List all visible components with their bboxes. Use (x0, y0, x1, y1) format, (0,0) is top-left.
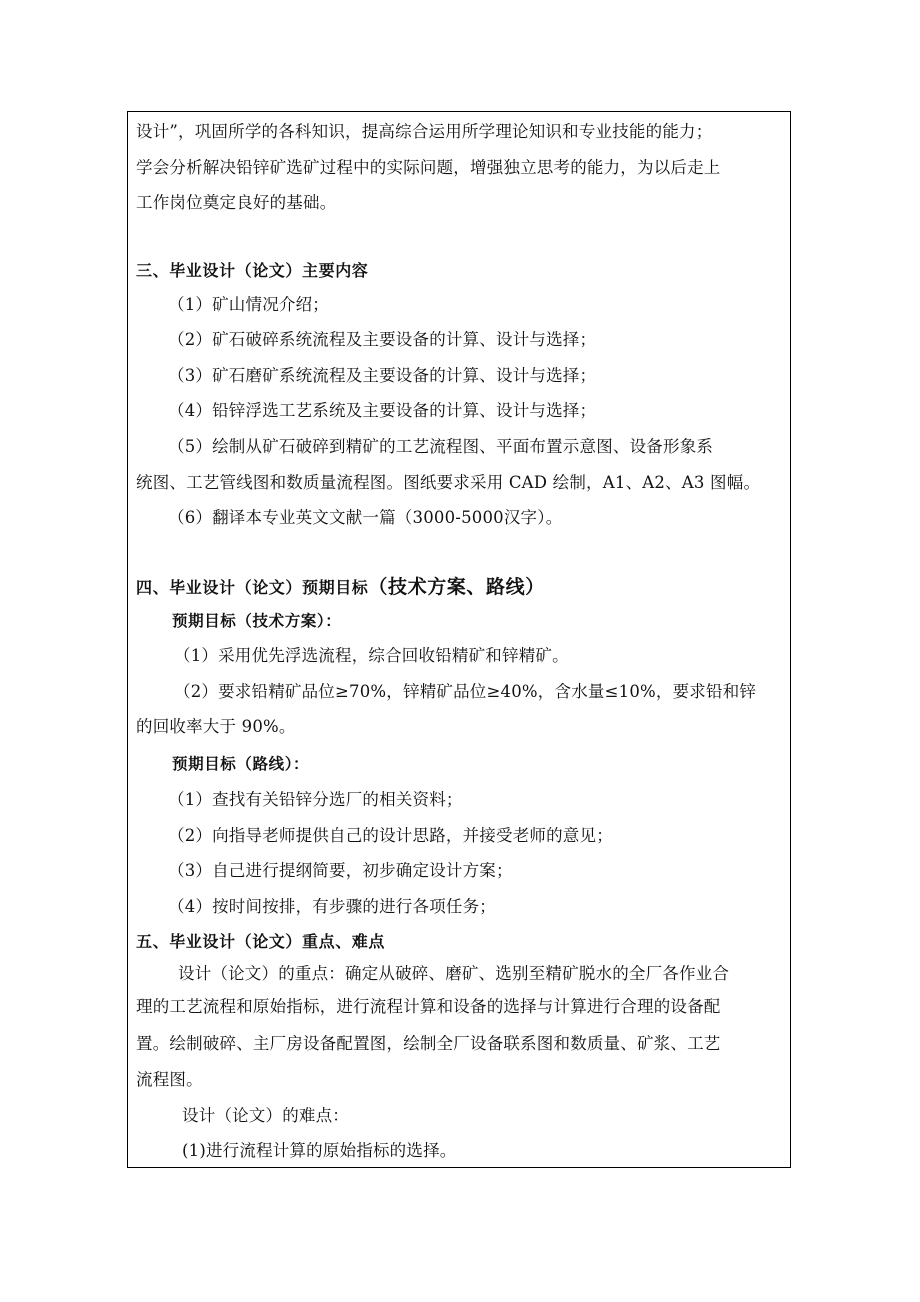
list-item: （4）铅锌浮选工艺系统及主要设备的计算、设计与选择； (168, 401, 597, 420)
list-item: （6）翻译本专业英文文献一篇（3000-5000汉字）。 (168, 508, 563, 527)
list-item: (1)进行流程计算的原始指标的选择。 (182, 1141, 457, 1160)
section-heading (136, 577, 545, 598)
intro-line: 工作岗位奠定良好的基础。 (136, 193, 337, 212)
intro-line: 学会分析解决铅锌矿选矿过程中的实际问题，增强独立思考的能力，为以后走上 (136, 158, 721, 177)
paragraph-line: 流程图。 (136, 1070, 203, 1089)
list-item: （3）自己进行提纲简要，初步确定设计方案； (168, 861, 513, 880)
list-item: （1）矿山情况介绍； (168, 295, 329, 314)
section-heading-main: 四、毕业设计（论文）预期目标 (136, 578, 369, 597)
list-item: （1）查找有关铅锌分选厂的相关资料； (168, 790, 463, 809)
section-heading-emphasis: （技术方案、路线） (368, 576, 545, 598)
list-item: （5）绘制从矿石破碎到精矿的工艺流程图、平面布置示意图、设备形象系 (168, 437, 714, 456)
paragraph-line: 设计（论文）的重点：确定从破碎、磨矿、选别至精矿脱水的全厂各作业合 (178, 964, 730, 983)
list-item: （3）矿石磨矿系统流程及主要设备的计算、设计与选择； (168, 366, 597, 385)
subheading: 预期目标（路线）： (172, 755, 310, 773)
paragraph-line: 置。绘制破碎、主厂房设备配置图，绘制全厂设备联系图和数质量、矿浆、工艺 (136, 1034, 721, 1053)
list-item: （1）采用优先浮选流程，综合回收铅精矿和锌精矿。 (174, 646, 569, 665)
section-heading: 五、毕业设计（论文）重点、难点 (136, 932, 386, 951)
list-item-continuation: 的回收率大于 90%。 (136, 717, 296, 736)
intro-line: 设计”，巩固所学的各科知识，提高综合运用所学理论知识和专业技能的能力； (136, 122, 713, 141)
list-item: （2）要求铅精矿品位≥70%，锌精矿品位≥40%，含水量≤10%，要求铅和锌 (174, 682, 757, 701)
paragraph-line: 设计（论文）的难点： (182, 1106, 349, 1125)
list-item-continuation: 统图、工艺管线图和数质量流程图。图纸要求采用 CAD 绘制，A1、A2、A3 图幅。 (136, 473, 761, 492)
paragraph-line: 理的工艺流程和原始指标，进行流程计算和设备的选择与计算进行合理的设备配 (136, 997, 721, 1016)
list-item: （2）矿石破碎系统流程及主要设备的计算、设计与选择； (168, 330, 597, 349)
list-item: （2）向指导老师提供自己的设计思路，并接受老师的意见； (168, 826, 613, 845)
subheading: 预期目标（技术方案）： (172, 612, 342, 630)
section-heading: 三、毕业设计（论文）主要内容 (136, 261, 369, 280)
list-item: （4）按时间按排，有步骤的进行各项任务； (168, 897, 496, 916)
